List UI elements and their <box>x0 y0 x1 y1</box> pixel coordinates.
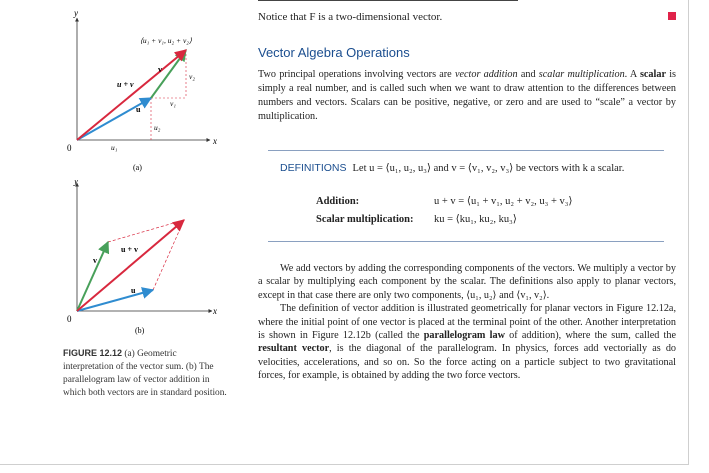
intro-paragraph <box>258 68 676 124</box>
body-paragraph-1: We add vectors by adding the corresponding components of the vectors. We multiply a vector by a scalar by multiplying each component by the scalar. The definitions also apply to planar vectors, except in that case there are only two components, ⟨u₁, u₂⟩ and ⟨v₁, v₂⟩. <box>258 263 676 301</box>
term-parallelogram-law: parallelogram law <box>423 330 505 342</box>
figure-a-vector-sum <box>77 50 186 140</box>
body-text-2c: , is the diagonal of the parallelogram. In physics, forces add vectorially as do velocities, accelerations, and so on. So the force acting on a particle subject to two gravitational forces, for example, is obtained by adding the two force vectors. <box>258 343 677 382</box>
body-paragraph-2 <box>258 302 676 382</box>
figure-a-u2-label: u₂ <box>154 123 161 132</box>
intro-text-1: Two principal operations involving vectors are <box>258 69 455 80</box>
intro-text-4: is simply a real number, and is called such when we want to draw attention to the differences between numbers and vectors. Scalars can be positive, negative, or zero and are used to “scale” a vector by multiplication. <box>258 69 677 122</box>
scalar-multiplication-formula: ku = ⟨ku₁, ku₂, ku₃⟩ <box>434 214 517 225</box>
figure-a-sum-label: u + v <box>117 80 134 89</box>
body-text-2a: The definition of vector addition is illustrated geometrically for planar vectors in Figure 12.12a, where the initial point of one vector is placed at the terminal point of the other. Another interpretation is shown in Figure 12.12b (called the <box>258 303 676 342</box>
intro-text-2: and <box>517 69 539 80</box>
figure-a-u1-label: u₁ <box>111 143 118 152</box>
figure-a-sublabel: (a) <box>133 163 142 172</box>
definitions-lead-text: Let u = ⟨u₁, u₂, u₃⟩ and v = ⟨v₁, v₂, v₃⟩ be vectors with k a scalar. <box>352 163 625 174</box>
figure-b-vector-v <box>77 242 108 311</box>
addition-formula: u + v = ⟨u₁ + v₁, u₂ + v₂, u₃ + v₃⟩ <box>434 196 573 207</box>
figure-a-sum-point-label: ⟨u₁ + v₁, u₂ + v₂⟩ <box>140 36 192 45</box>
definitions-lead <box>280 161 660 176</box>
figure-b-sum-label: u + v <box>121 245 139 254</box>
figure-b-y-label: y <box>74 180 78 186</box>
figure-caption <box>63 347 228 400</box>
figure-b-v-label: v <box>93 256 97 265</box>
figure-a-y-label: y <box>74 8 78 18</box>
figure-b-x-label: x <box>213 306 217 316</box>
figure-a-v1-label: v₁ <box>170 99 176 108</box>
addition-definition <box>316 195 573 207</box>
term-scalar: scalar <box>639 69 666 80</box>
figure-b-origin-label: 0 <box>67 314 72 324</box>
intro-text-3: . A <box>624 69 640 80</box>
addition-label: Addition: <box>316 196 360 207</box>
figure-a-origin-label: 0 <box>67 143 72 153</box>
figure-b-parallelogram-right <box>153 220 184 290</box>
figure-b-sublabel: (b) <box>135 326 145 335</box>
scalar-multiplication-label: Scalar multiplication: <box>316 214 414 225</box>
figure-a-v2-label: v₂ <box>189 72 195 81</box>
body-text <box>258 262 676 383</box>
section-heading: Vector Algebra Operations <box>258 45 410 60</box>
top-rule <box>258 0 518 1</box>
figure-a-x-label: x <box>213 136 217 146</box>
figure-b-diagram <box>0 180 240 340</box>
definitions-word: DEFINITIONS <box>280 162 347 174</box>
figure-caption-label: FIGURE 12.12 <box>63 348 123 358</box>
term-resultant-vector: resultant vector <box>258 343 330 355</box>
scalar-multiplication-definition <box>316 213 517 225</box>
figure-b-vector-sum <box>77 220 184 311</box>
notice-line: Notice that F is a two-dimensional vector. <box>258 11 443 23</box>
figure-a-diagram <box>0 0 240 200</box>
figure-a-u-label: u <box>136 105 141 114</box>
corner-mark-icon <box>668 12 676 20</box>
definitions-box <box>268 150 664 242</box>
figure-b-u-label: u <box>131 286 136 295</box>
term-scalar-multiplication: scalar multiplication <box>538 69 625 80</box>
figure-caption-text: (a) Geometric interpretation of the vector sum. (b) The parallelogram law of vector addition in which both vectors are in standard position. <box>63 349 227 398</box>
figure-a-v-label: v <box>158 65 162 74</box>
term-vector-addition: vector addition <box>454 69 518 80</box>
body-text-2b: of addition), where the sum, called the <box>504 330 677 342</box>
